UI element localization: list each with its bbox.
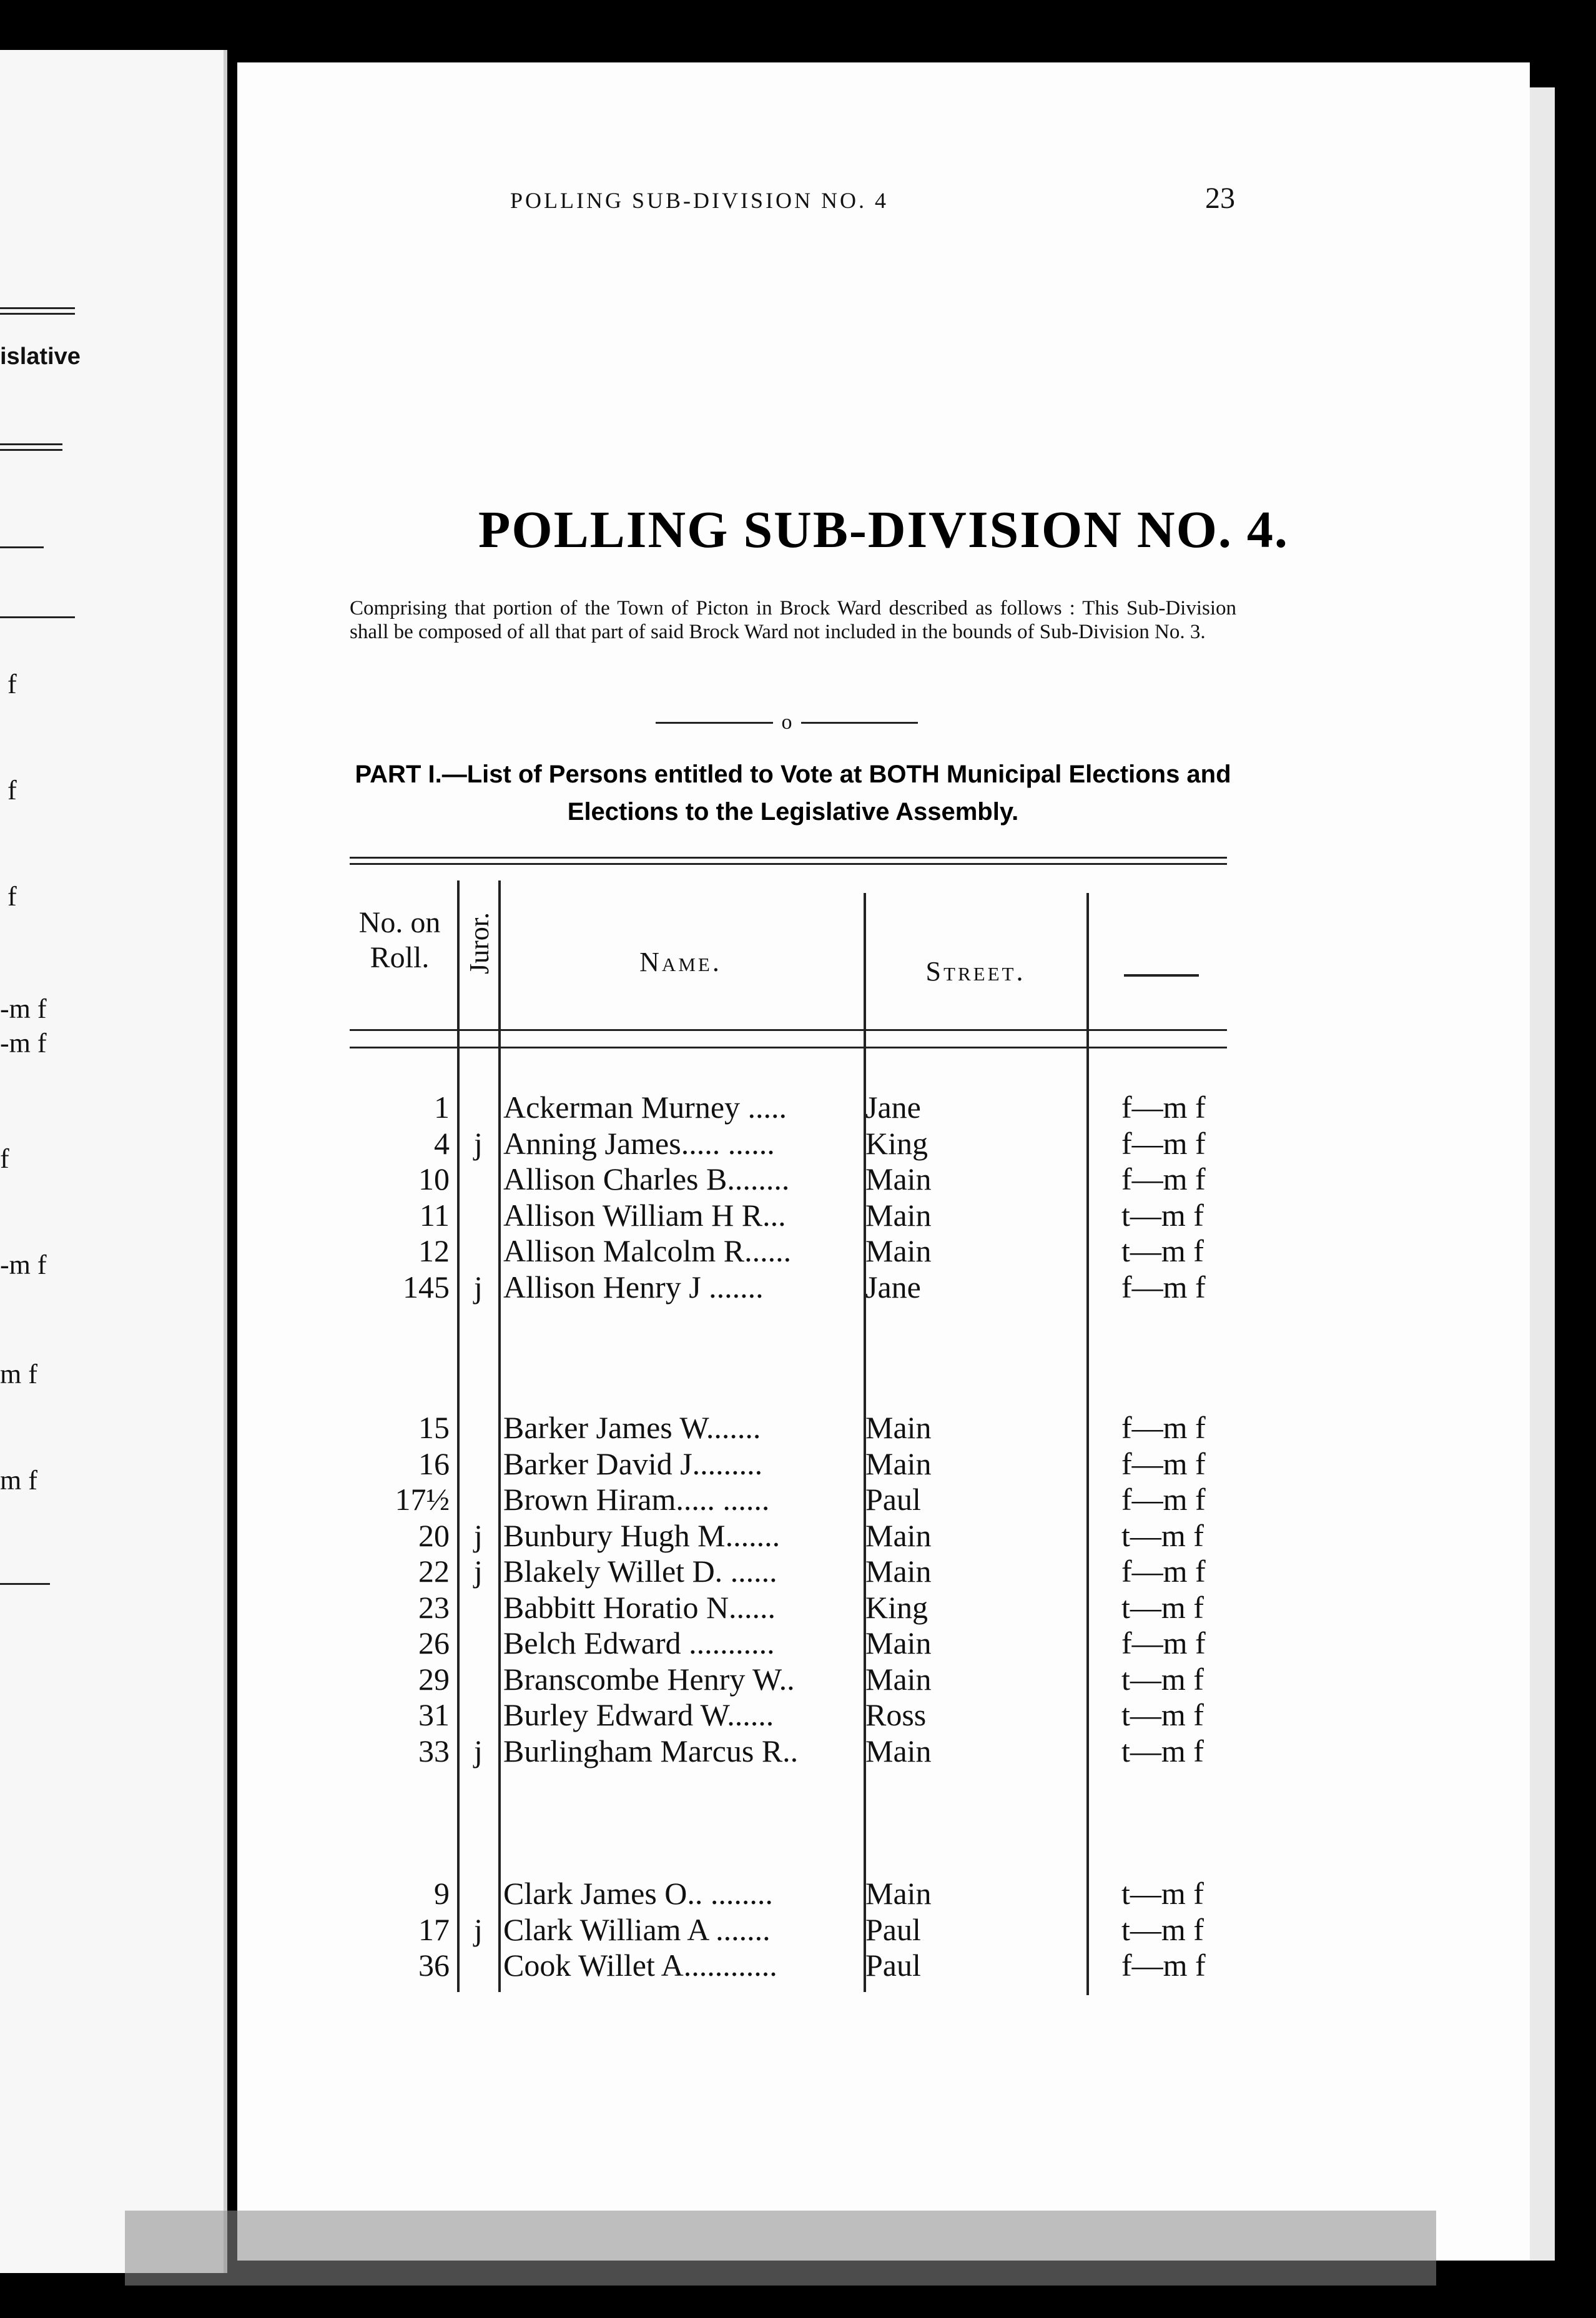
left-page-rule	[0, 443, 62, 451]
table-row	[340, 1126, 1271, 1162]
ornament-mark: o	[781, 711, 792, 734]
table-row	[340, 1446, 1271, 1482]
table-row	[340, 1625, 1271, 1662]
juror-mark	[457, 1410, 500, 1446]
table-row	[340, 1876, 1271, 1912]
voter-qualification: t—m f	[1121, 1911, 1204, 1947]
voter-name: Allison Henry J .......	[503, 1269, 764, 1304]
voter-name: Clark William A .......	[503, 1911, 771, 1947]
voter-name: Clark James O.. ........	[503, 1876, 773, 1911]
table-row	[340, 1410, 1271, 1446]
subdivision-description: Comprising that portion of the Town of Picton in Brock Ward described as follows : This Sub-Division shall be composed of all that part of said Brock Ward not included in the bounds of Sub-Division No. 3.	[350, 597, 1236, 643]
juror-mark	[457, 1625, 500, 1662]
part-heading-line: PART I.—List of Persons entitled to Vote at BOTH Municipal Elections and	[355, 761, 1231, 788]
juror-mark	[457, 1233, 500, 1270]
table-row	[340, 1662, 1271, 1698]
header-street: Street.	[925, 956, 1026, 987]
voter-street: Paul	[865, 1911, 921, 1947]
voter-qualification: f—m f	[1121, 1161, 1206, 1196]
voter-name: Babbitt Horatio N......	[503, 1589, 776, 1625]
voter-qualification: t—m f	[1121, 1197, 1204, 1233]
juror-mark	[457, 1948, 500, 1984]
roll-number: 17	[418, 1911, 450, 1947]
roll-number: 17½	[395, 1482, 450, 1517]
table-row	[340, 1233, 1271, 1270]
voter-street: Main	[865, 1161, 932, 1196]
voter-qualification: t—m f	[1121, 1517, 1204, 1553]
voter-name: Burlingham Marcus R..	[503, 1733, 799, 1768]
left-page-text: f	[7, 669, 17, 699]
left-page-text: m f	[0, 1359, 37, 1389]
roll-number: 145	[403, 1269, 450, 1304]
table-top-rule	[350, 857, 1227, 859]
roll-number: 31	[418, 1697, 450, 1732]
part-heading-line: Elections to the Legislative Assembly.	[567, 798, 1019, 826]
voter-name: Burley Edward W......	[503, 1697, 774, 1732]
header-name: Name.	[639, 947, 722, 977]
voter-street: Main	[865, 1554, 932, 1589]
left-page-text: islative	[0, 343, 81, 370]
table-row	[340, 1590, 1271, 1626]
running-head: POLLING SUB-DIVISION NO. 4	[510, 188, 889, 213]
roll-number: 22	[418, 1554, 450, 1589]
voter-qualification: t—m f	[1121, 1661, 1204, 1697]
juror-mark: j	[474, 1911, 483, 1947]
table-row	[340, 1198, 1271, 1234]
voter-name: Allison Malcolm R......	[503, 1233, 792, 1268]
left-page-rule	[0, 1583, 50, 1585]
juror-mark	[457, 1446, 500, 1482]
header-juror-label: Juror.	[464, 912, 495, 974]
voter-qualification: t—m f	[1121, 1233, 1204, 1268]
ornament-line	[801, 722, 919, 724]
page-edge	[1530, 87, 1555, 2261]
roll-number: 10	[418, 1161, 450, 1196]
page-number: 23	[1205, 182, 1235, 215]
voter-qualification: f—m f	[1121, 1554, 1206, 1589]
roll-number: 29	[418, 1661, 450, 1697]
voter-name: Branscombe Henry W..	[503, 1661, 795, 1697]
juror-mark	[457, 1662, 500, 1698]
table-header-rule	[350, 1047, 1227, 1048]
roll-number: 20	[418, 1517, 450, 1553]
table-row	[340, 1090, 1271, 1126]
juror-mark	[457, 1482, 500, 1518]
juror-mark: j	[474, 1269, 483, 1304]
voter-street: Main	[865, 1876, 932, 1911]
voter-street: Jane	[865, 1269, 921, 1304]
header-juror	[459, 893, 500, 993]
left-page-text: -m f	[0, 994, 47, 1024]
left-page-text: m f	[0, 1465, 37, 1496]
left-page-rule	[0, 546, 44, 548]
left-page-text: -m f	[0, 1250, 47, 1280]
voter-name: Barker David J.........	[503, 1446, 763, 1481]
voter-qualification: t—m f	[1121, 1589, 1204, 1625]
juror-mark	[457, 1198, 500, 1234]
juror-mark	[457, 1161, 500, 1198]
page-title: POLLING SUB-DIVISION NO. 4.	[478, 501, 1289, 559]
juror-mark	[457, 1590, 500, 1626]
voter-street: Main	[865, 1410, 932, 1445]
juror-mark	[457, 1697, 500, 1734]
voter-qualification: f—m f	[1121, 1269, 1206, 1304]
page-shadow	[125, 2211, 1436, 2286]
left-page-rule	[0, 616, 75, 618]
voter-name: Allison Charles B........	[503, 1161, 790, 1196]
roll-number: 23	[418, 1589, 450, 1625]
left-page-text: f	[7, 881, 17, 912]
roll-number: 4	[434, 1125, 450, 1161]
left-page-rule	[0, 307, 75, 315]
voter-name: Cook Willet A............	[503, 1948, 777, 1983]
voter-name: Anning James..... ......	[503, 1125, 775, 1161]
voter-street: Jane	[865, 1090, 921, 1125]
voter-qualification: t—m f	[1121, 1876, 1204, 1911]
roll-number: 36	[418, 1948, 450, 1983]
table-header-rule	[350, 1029, 1227, 1031]
roll-number: 1	[434, 1090, 450, 1125]
left-page-text: f	[7, 775, 17, 806]
ornament-divider	[656, 707, 918, 738]
voter-street: Paul	[865, 1948, 921, 1983]
voter-name: Blakely Willet D. ......	[503, 1554, 777, 1589]
juror-mark: j	[474, 1733, 483, 1768]
header-roll: No. on Roll.	[358, 906, 441, 974]
voter-street: Main	[865, 1517, 932, 1553]
juror-mark	[457, 1876, 500, 1912]
ornament-line	[656, 722, 773, 724]
voter-street: Main	[865, 1446, 932, 1481]
voter-street: Main	[865, 1661, 932, 1697]
table-row	[340, 1270, 1271, 1306]
table-row	[340, 1912, 1271, 1948]
voter-name: Brown Hiram..... ......	[503, 1482, 770, 1517]
voter-group-b	[340, 1410, 1271, 1769]
voter-qualification: f—m f	[1121, 1446, 1206, 1481]
voter-qualification: f—m f	[1121, 1125, 1206, 1161]
roll-number: 12	[418, 1233, 450, 1268]
voter-street: King	[865, 1589, 928, 1625]
voter-name: Ackerman Murney .....	[503, 1090, 787, 1125]
voter-qualification: f—m f	[1121, 1948, 1206, 1983]
voter-qualification: t—m f	[1121, 1733, 1204, 1768]
voter-name: Bunbury Hugh M.......	[503, 1517, 781, 1553]
voter-street: Main	[865, 1625, 932, 1660]
juror-mark: j	[474, 1554, 483, 1589]
voter-street: Main	[865, 1233, 932, 1268]
roll-number: 26	[418, 1625, 450, 1660]
roll-number: 16	[418, 1446, 450, 1481]
voter-street: Main	[865, 1733, 932, 1768]
table-row	[340, 1482, 1271, 1518]
table-row	[340, 1161, 1271, 1198]
table-row	[340, 1554, 1271, 1590]
voter-name: Barker James W.......	[503, 1410, 761, 1445]
voter-name: Belch Edward ...........	[503, 1625, 775, 1660]
header-qualification-dash	[1124, 974, 1199, 977]
table-row	[340, 1948, 1271, 1984]
roll-number: 33	[418, 1733, 450, 1768]
part-heading	[350, 756, 1236, 831]
table-row	[340, 1518, 1271, 1554]
juror-mark: j	[474, 1517, 483, 1553]
voter-qualification: f—m f	[1121, 1482, 1206, 1517]
table-row	[340, 1734, 1271, 1770]
voter-qualification: f—m f	[1121, 1625, 1206, 1660]
voter-street: Ross	[865, 1697, 927, 1732]
voter-qualification: f—m f	[1121, 1090, 1206, 1125]
facing-page-fragment	[0, 50, 227, 2273]
left-page-text: f	[0, 1143, 9, 1174]
voter-street: Paul	[865, 1482, 921, 1517]
table-top-rule	[350, 863, 1227, 865]
voter-qualification: t—m f	[1121, 1697, 1204, 1732]
voter-qualification: f—m f	[1121, 1410, 1206, 1445]
roll-number: 15	[418, 1410, 450, 1445]
voter-name: Allison William H R...	[503, 1197, 786, 1233]
voter-street: Main	[865, 1197, 932, 1233]
roll-number: 11	[419, 1197, 450, 1233]
roll-number: 9	[434, 1876, 450, 1911]
juror-mark: j	[474, 1125, 483, 1161]
table-row	[340, 1697, 1271, 1734]
voter-street: King	[865, 1125, 928, 1161]
juror-mark	[457, 1090, 500, 1126]
left-page-text: -m f	[0, 1028, 47, 1058]
voter-group-a	[340, 1090, 1271, 1305]
voter-group-c	[340, 1876, 1271, 1984]
